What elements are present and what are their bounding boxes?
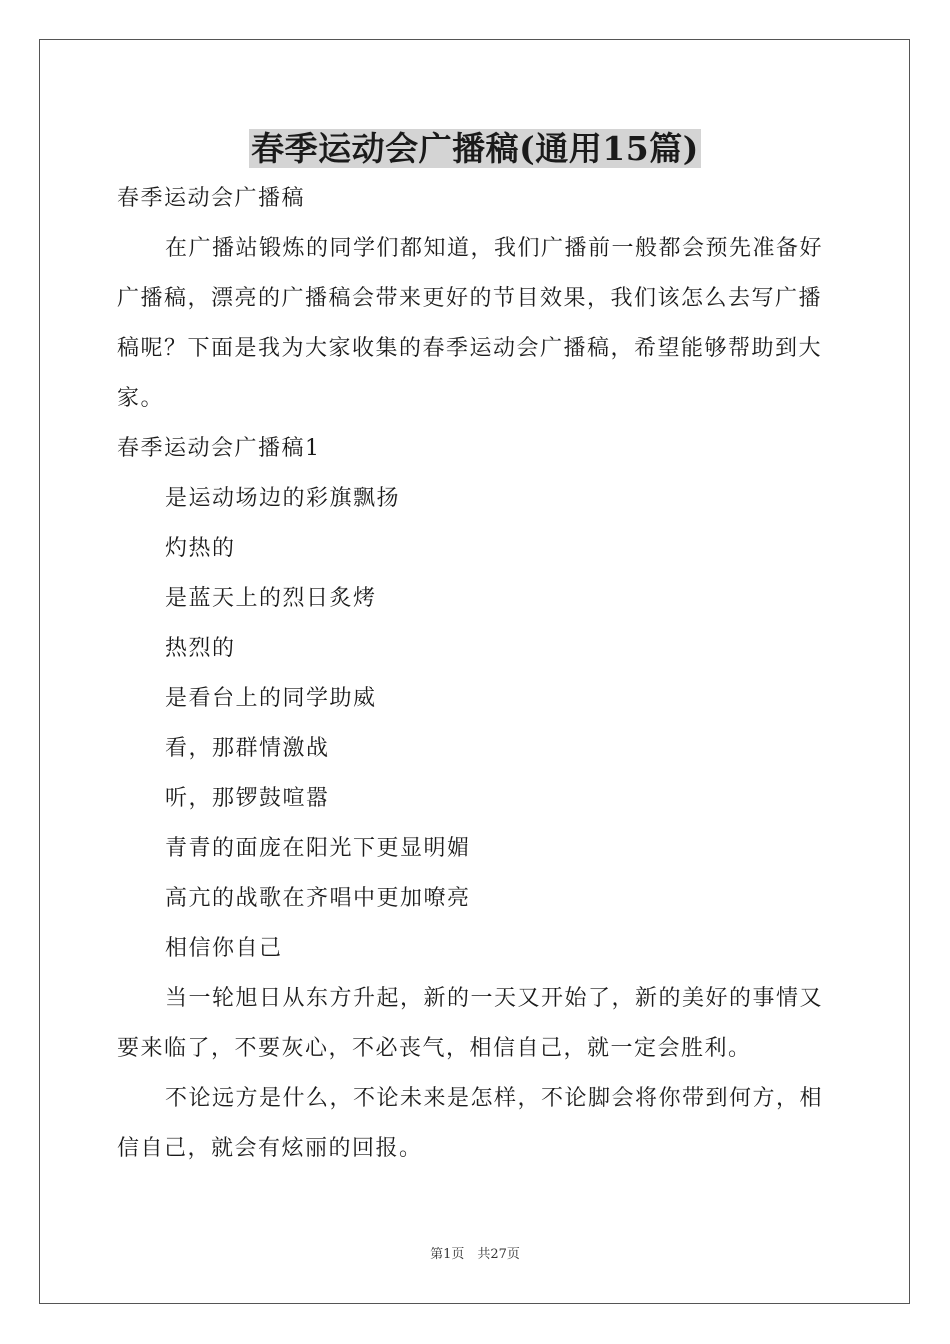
paragraph-14: 不论远方是什么，不论未来是怎样，不论脚会将你带到何方，相信自己，就会有炫丽的回报。	[117, 1086, 824, 1161]
document-title	[0, 124, 950, 174]
page-footer	[0, 1245, 950, 1265]
paragraph-1: 在广播站锻炼的同学们都知道，我们广播前一般都会预先准备好广播稿，漂亮的广播稿会带来更好的节目效果，我们该怎么去写广播稿呢？下面是我为大家收集的春季运动会广播稿，希望能够帮助到大家。	[117, 236, 824, 411]
paragraph-9: 听，那锣鼓喧嚣	[165, 786, 330, 811]
page-number-label: 第1页 共27页	[430, 1247, 520, 1262]
paragraph-12: 相信你自己	[165, 936, 283, 961]
document-body	[117, 174, 835, 1174]
paragraph-4: 灼热的	[165, 536, 236, 561]
paragraph-2: 春季运动会广播稿1	[117, 436, 321, 461]
document-title-text: 春季运动会广播稿(通用15篇)	[251, 129, 699, 168]
paragraph-0: 春季运动会广播稿	[117, 186, 306, 211]
paragraph-11: 高亢的战歌在齐唱中更加嘹亮	[165, 886, 471, 911]
paragraph-8: 看，那群情激战	[165, 736, 330, 761]
paragraph-5: 是蓝天上的烈日炙烤	[165, 586, 377, 611]
paragraph-10: 青青的面庞在阳光下更显明媚	[165, 836, 471, 861]
paragraph-6: 热烈的	[165, 636, 236, 661]
paragraph-13: 当一轮旭日从东方升起，新的一天又开始了，新的美好的事情又要来临了，不要灰心，不必丧气，相信自己，就一定会胜利。	[117, 986, 824, 1061]
paragraph-7: 是看台上的同学助威	[165, 686, 377, 711]
paragraph-3: 是运动场边的彩旗飘扬	[165, 486, 401, 511]
